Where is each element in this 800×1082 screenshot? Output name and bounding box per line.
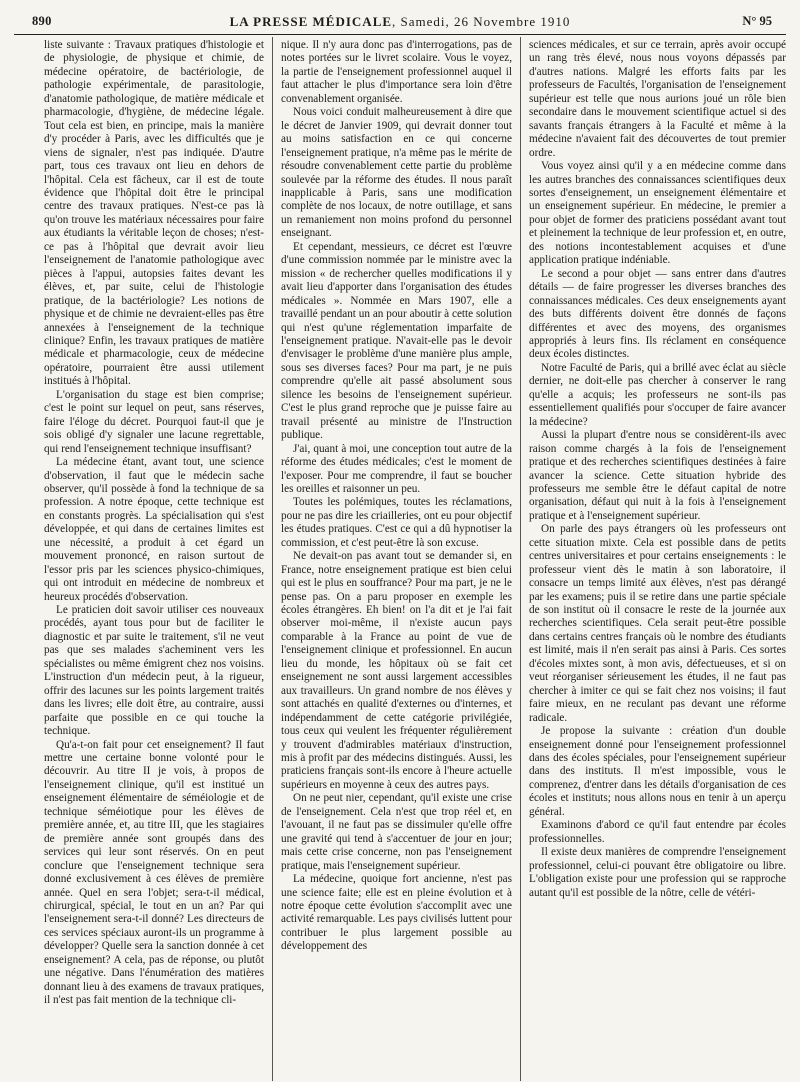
- paragraph: Toutes les polémiques, toutes les réclamations, pour ne pas dire les criailleries, ont eu pour objectif les études pratiques. C'est ce qui a dû hypnotiser la commission, et c'est peut-être là son excuse.: [281, 496, 512, 549]
- paragraph: Aussi la plupart d'entre nous se considèrent-ils avec raison comme chargés à la fois de l'enseignement pratique et des recherches scientifiques destinées à faire avancer la science. Cette situation hybride des professeurs me semble être le défaut capital de notre organisation, défaut qui nuit à la fois à l'enseignement pratique et à l'enseignement supérieur.: [529, 429, 786, 522]
- article-columns: [14, 37, 786, 1081]
- paragraph: sciences médicales, et sur ce terrain, après avoir occupé un rang très élevé, nous nous voyons dépassés par d'autres nations. Malgré les efforts faits par les professeurs de Facultés, l'organisation de l'enseignement supérieur est telle que nous aurions joué un rôle bien secondaire dans le mouvement scientifique actuel si des savants français étrangers à la Faculté et même à la médecine n'avaient fait des découvertes de tout premier ordre.: [529, 39, 786, 159]
- paragraph: Il existe deux manières de comprendre l'enseignement professionnel, celui-ci pouvant être obligatoire ou libre. L'obligation existe pour une profession qui se rapproche autant qu'il est possible de la nôtre, celle de vétéri-: [529, 846, 786, 899]
- journal-title: LA PRESSE MÉDICALE: [229, 14, 393, 29]
- paragraph: nique. Il n'y aura donc pas d'interrogations, pas de notes portées sur le livret scolaire. Vous le voyez, la partie de l'enseignement professionnel auquel il faut attacher le plus d'importance sera loin d'être convenablement organisée.: [281, 39, 512, 105]
- paragraph: Et cependant, messieurs, ce décret est l'œuvre d'une commission nommée par le ministre avec la mission « de rechercher quelles modifications il y avait lieu d'apporter dans l'organisation des études médicales ». Nommée en Mars 1907, elle a travaillé pendant un an pour aboutir à cette solution qui n'est qu'une réglementation imparfaite de l'enseignement pratique. N'avait-elle pas le devoir d'envisager le problème d'une manière plus ample, sous ses diverses faces? Pour ma part, je ne puis comprendre qu'elle ait passé absolument sous silence les besoins de l'enseignement supérieur. C'est le plus grand reproche que je puisse faire au travail présenté au ministre de l'Instruction publique.: [281, 240, 512, 442]
- issue-date: , Samedi, 26 Novembre 1910: [392, 14, 571, 29]
- masthead: [14, 14, 786, 30]
- paragraph: Le second a pour objet — sans entrer dans d'autres détails — de faire progresser les diverses branches des connaissances médicales. Ces deux enseignements ayant des buts différents doivent être donnés de façons différentes et avec des moyens, des organismes appropriés à leurs fins. Ils réclament en conséquence deux écoles distinctes.: [529, 267, 786, 361]
- paragraph: On parle des pays étrangers où les professeurs ont cette situation mixte. Cela est possible dans de petits centres universitaires et pour certains enseignements : le professeur vient dès le matin à son laboratoire, il consacre un temps limité aux élèves, n'est pas dérangé par les examens; puis il se retire dans une partie spéciale de son institut où il consacre le reste de la journée aux recherches scientifiques. Cela serait peut-être possible dans certains centres français où le nombre des étudiants est limité, mais il n'en serait pas ainsi à Paris. Ces sortes d'écoles mixtes sont, à mon avis, défectueuses, et si on veut réorganiser sérieusement les études, il ne faut pas chercher à imiter ce qui se fait chez nos voisins; il faut faire mieux, en ne reculant pas devant une réforme radicale.: [529, 523, 786, 724]
- paragraph: liste suivante : Travaux pratiques d'histologie et de physiologie, de physique et chimie, de médecine opératoire, de bactériologie, de pathologie expérimentale, de parasitologie, d'anatomie pathologique, de matière médicale et pharmacologie, d'hygiène, de médecine légale. Tout cela est bien, en principe, mais la manière d'y procéder à Paris, avec les difficultés que je viens de signaler, n'est pas indiquée. D'autre part, tous ces travaux ont lieu en dehors de l'hôpital. Cela est fâcheux, car il est de toute évidence que l'hôpital doit être le principal centre des travaux pratiques. N'est-ce pas là qu'on trouve les matériaux nécessaires pour faire aux étudiants la véritable leçon de choses; n'est-ce pas à l'hôpital que devrait avoir lieu l'enseignement de l'anatomie pathologique avec pièces à l'appui, autopsies faites devant les élèves, et, par suite, celui de l'histologie pratique, de la bactériologie? Les notions de physique et de chimie ne devraient-elles pas être annexées à l'enseignement de la technique clinique? Enfin, les travaux pratiques de matière médicale et pharmacologie, ceux de médecine opératoire, pourraient être aussi utilement institués à l'hôpital.: [44, 39, 264, 388]
- paragraph: Vous voyez ainsi qu'il y a en médecine comme dans les autres branches des connaissances scientifiques deux sortes d'enseignement, un enseignement élémentaire et un enseignement supérieur. En médecine, le premier a pour objet de former des praticiens possédant avant tout et pleinement la technique de leur profession et, en outre, des notions incontestablement acquises et d'une application pratique indéniable.: [529, 160, 786, 267]
- column-middle: [272, 37, 520, 1081]
- page-header: [14, 12, 786, 35]
- issue-number: N° 95: [742, 14, 772, 28]
- paragraph: Ne devait-on pas avant tout se demander si, en France, notre enseignement pratique est bien celui qui est le plus en souffrance? Pour ma part, je ne le pense pas. On a paru proposer en exemple les écoles étrangères. Eh bien! on l'a dit et je l'ai fait observer moi-même, il n'existe aucun pays comparable à la France au point de vue de l'enseignement clinique et professionnel. En aucun lieu du monde, les hôpitaux où se fait cet enseignement ne sont aussi largement accessibles aux travailleurs. Un grand nombre de nos élèves y sont attachés en qualité d'externes ou d'internes, et indépendamment de cette catégorie privilégiée, tous ceux qui veulent les fréquenter régulièrement y trouvent d'admirables matériaux d'instruction, mis à profit par des médecins distingués. Aussi, les praticiens français sont-ils encore à l'heure actuelle supérieurs en moyenne à ceux des autres pays.: [281, 550, 512, 791]
- paragraph: Je propose la suivante : création d'un double enseignement donné pour l'enseignement professionnel dans des écoles spéciales, pour l'enseignement supérieur dans des instituts. Il m'est impossible, vous le comprenez, d'entrer dans les détails d'organisation de ces écoles et instituts; nous allons nous en tenir à un aperçu général.: [529, 725, 786, 818]
- page-number: 890: [32, 14, 52, 28]
- paragraph: Nous voici conduit malheureusement à dire que le décret de Janvier 1909, qui devrait donner tout au moins satisfaction en ce qui concerne l'enseignement pratique, n'a même pas le mérite de résoudre convenablement cette partie du problème soulevée par la réforme des études. Il nous paraît inapplicable à Paris, sans une modification complète de nos locaux, de notre outillage, et sans un remaniement non moins profond du personnel enseignant.: [281, 106, 512, 240]
- paragraph: Examinons d'abord ce qu'il faut entendre par écoles professionnelles.: [529, 819, 786, 845]
- paragraph: Notre Faculté de Paris, qui a brillé avec éclat au siècle dernier, ne doit-elle pas chercher à conserver le rang qu'elle a acquis; les professeurs ne sont-ils pas essentiellement qualifiés pour s'occuper de faire avancer la médecine?: [529, 361, 786, 428]
- column-left: [14, 37, 272, 1081]
- paragraph: La médecine, quoique fort ancienne, n'est pas une science faite; elle est en pleine évolution et à notre époque cette évolution s'accomplit avec une activité remarquable. Les pays civilisés luttent pour contribuer le plus largement possible au développement des: [281, 873, 512, 953]
- paragraph: L'organisation du stage est bien comprise; c'est le point sur lequel on peut, sans réserves, faire l'éloge du décret. Pourquoi faut-il que je sois obligé d'y signaler une lacune regrettable, qui rend l'enseignement technique insuffisant?: [44, 388, 264, 455]
- paragraph: J'ai, quant à moi, une conception tout autre de la réforme des études médicales; c'est le moment de l'exposer. Pour me comprendre, il faut se boucher les oreilles et raisonner un peu.: [281, 442, 512, 495]
- paragraph: La médecine étant, avant tout, une science d'observation, il faut que le médecin sache observer, qu'il possède à fond la technique de sa profession. A notre époque, cette technique est en constants progrès. La spécialisation qui s'est développée, et qui dans de certaines limites est une nécessité, a produit à cet égard un mouvement prononcé, en raison surtout de l'essor pris par les sciences physico-chimiques, qui ont introduit en médecine de nombreux et heureux procédés d'observation.: [44, 456, 264, 603]
- paragraph: Qu'a-t-on fait pour cet enseignement? Il faut mettre une certaine bonne volonté pour le découvrir. Au titre II je vois, à propos de l'enseignement clinique, qu'il est institué un enseignement élémentaire de séméiologie et de technique séméiotique pour les élèves de première année, et, au titre III, que les stagiaires de première année sont groupés dans des services qui leur sont réservés. On en peut conclure que l'enseignement technique sera donné exclusivement à ces élèves de première année. Quel en sera l'objet; sera-t-il médical, chirurgical, spécial, le tout en un an? Par qui l'enseignement sera-t-il donné? Les directeurs de ces services spéciaux auront-ils un programme à développer? Quelle sera la sanction donnée à cet enseignement? A cela, pas de réponse, ou plutôt une négative. Dans l'énumération des matières donnant lieu à des examens de travaux pratiques, il n'est pas fait mention de la technique cli-: [44, 738, 264, 1007]
- paragraph: Le praticien doit savoir utiliser ces nouveaux procédés, ayant tous pour but de faciliter le diagnostic et par suite le traitement, s'il ne veut pas que ses malades s'acheminent vers les spécialistes ou même émigrent chez nos voisins. L'instruction d'un médecin peut, à la rigueur, offrir des lacunes sur les points largement traités dans les livres; elle doit être, au contraire, aussi parfaite que possible en ce qui touche la technique.: [44, 604, 264, 738]
- column-right: [520, 37, 786, 1081]
- paragraph: On ne peut nier, cependant, qu'il existe une crise de l'enseignement. Cela n'est que trop réel et, en l'avouant, il ne faut pas se dissimuler qu'elle offre une gravité qui tend à s'accentuer de jour en jour; mais cette crise concerne, non pas l'enseignement pratique, mais l'enseignement supérieur.: [281, 792, 512, 872]
